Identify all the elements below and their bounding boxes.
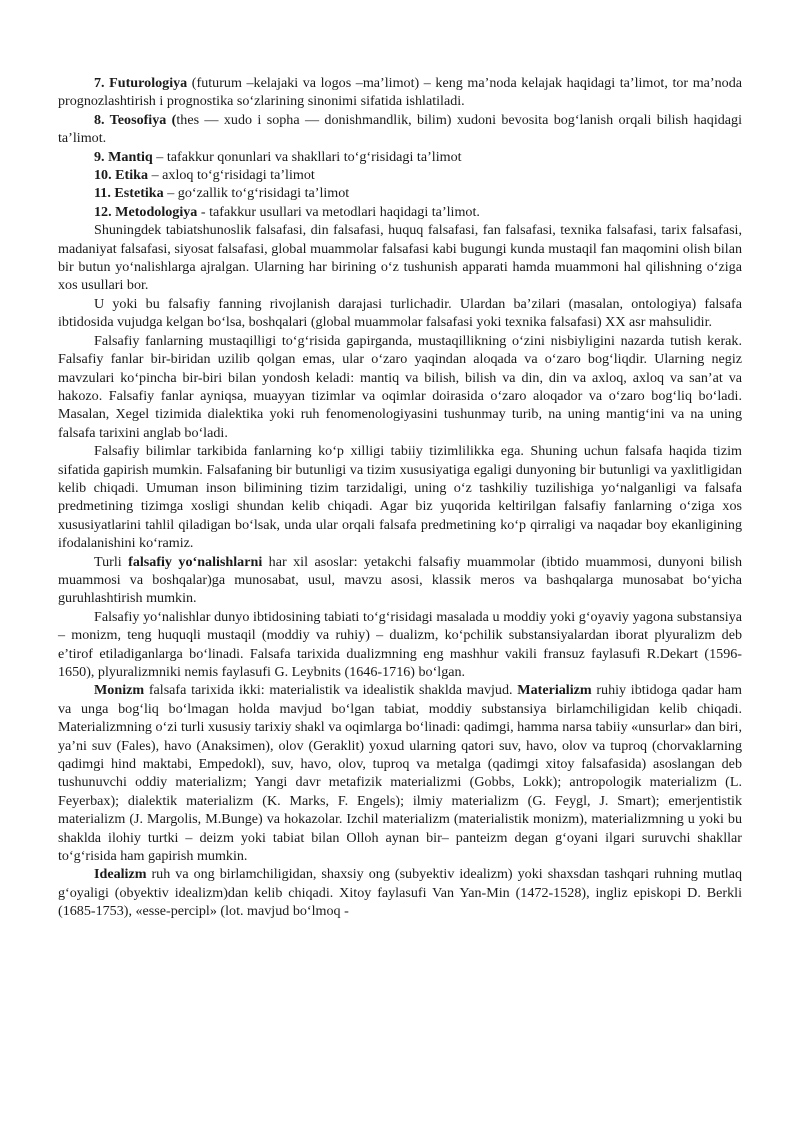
paragraph — [58, 166, 742, 184]
text-run: falsafa tarixida ikki: materialistik va idealistik shaklda mavjud. — [144, 682, 518, 699]
text-run: har xil asoslar: yetakchi falsafiy muammolar (ibtido muammosi, dunyoni bilish muammosi va boshqalar)ga munosabat, usul, mavzu asosi, klassik meros va bashqalarga munosabat bo‘yicha guruhlashtirish mumkin. — [58, 553, 742, 607]
text-run: thes — xudo i sopha — donishmandlik, bilim) xudoni bevosita bog‘lanish orqali bilish haqidagi ta’limot. — [58, 111, 742, 147]
text-run: Turli — [94, 553, 129, 570]
paragraph — [58, 74, 742, 111]
paragraph — [58, 184, 742, 202]
paragraph — [58, 148, 742, 166]
document-body — [58, 74, 742, 921]
bold-term: Materializm — [517, 682, 592, 699]
paragraph — [58, 608, 742, 682]
text-run: U yoki bu falsafiy fanning rivojlanish darajasi turlichadir. Ulardan ba’zilari (masalan, ontologiya) falsafa ibtidosida vujudga kelgan bo‘lsa, boshqalari (global muammolar falsafasi yoki texnika falsafasi) XX asr mahsulidir. — [58, 295, 742, 331]
paragraph — [58, 203, 742, 221]
paragraph — [58, 681, 742, 865]
text-run: ruh va ong birlamchiligidan, shaxsiy ong (subyektiv idealizm) yoki shaxsdan tashqari ruhning mutlaq g‘oyaligi (obyektiv idealizm)dan kelib chiqadi. Xitoy faylasufi Van Yan-Min (1472-1528), ingliz episkopi D. Berkli (1685-1753), «esse-percipl» (lot. mavjud bo‘lmoq - — [58, 866, 742, 920]
text-run: (futurum –kelajaki va logos –ma’limot) – keng ma’noda kelajak haqidagi ta’limot, tor ma’noda prognozlashtirish i prognostika so‘zlarining sinonimi sifatida ishlatiladi. — [58, 75, 743, 110]
bold-term: 12. Metodologiya — [94, 203, 198, 220]
bold-term: 9. Mantiq — [94, 148, 153, 165]
paragraph — [58, 295, 742, 332]
paragraph — [58, 865, 742, 920]
bold-term: falsafiy yo‘nalishlarni — [128, 553, 263, 570]
bold-term: 7. Futurologiya — [94, 75, 188, 91]
paragraph — [58, 553, 742, 608]
text-run: – axloq to‘g‘risidagi ta’limot — [148, 167, 315, 184]
paragraph — [58, 111, 742, 148]
bold-term: Idealizm — [94, 866, 147, 883]
text-run: – go‘zallik to‘g‘risidagi ta’limot — [163, 185, 350, 202]
text-run: Falsafiy bilimlar tarkibida fanlarning ko‘p xilligi tabiiy tizimlilikka ega. Shuning uchun falsafa haqida tizim sifatida gapirish mumkin. Falsafaning bir butunligi va tizim xususiyatiga egaligi dunyoning bir butunligi va yaxlitligidan kelib chiqadi. Umuman inson bilimining tizim tarzidaligi, uning o‘z tashkiliy tuzilishiga yo‘nalganligi va falsafa predmetining tizimga xosligi shundan kelib chiqadi. Agar biz yuqorida keltirilgan falsafiy fanlarning o‘ziga xos xususiyatlarini tahlil qiladigan bo‘lsak, unda ular orqali falsafa predmetining ko‘p qirraligi va naqadar boy ekanligining ifodalanishini ko‘ramiz. — [58, 443, 742, 552]
text-run: Shuningdek tabiatshunoslik falsafasi, din falsafasi, huquq falsafasi, fan falsafasi, texnika falsafasi, tarix falsafasi, madaniyat falsafasi, siyosat falsafasi, global muammolar falsafasi kabi bugungi kunda mustaqil fan maqomini olish bilan bir butun yo‘nalishlarga ajralgan. Ularning har birining o‘z tushunish apparati hamda muammoni hal qilishning o‘ziga xos usullari bor. — [58, 222, 742, 294]
text-run: - tafakkur usullari va metodlari haqidagi ta’limot. — [197, 203, 480, 220]
bold-term: 11. Estetika — [94, 185, 164, 202]
text-run: Falsafiy yo‘nalishlar dunyo ibtidosining tabiati to‘g‘risidagi masalada u moddiy yoki g‘oyaviy yagona substansiya – monizm, teng huquqli mustaqil (moddiy va ruhiy) – dualizm, ko‘pchilik substansiyalardan iborat plyuralizm deb e’tirof etiladiganlarga bo‘linadi. Falsafa tarixida dualizmning eng mashhur vakili fransuz faylasufi R.Dekart (1596-1650), plyuralizmniki nemis faylasufi G. Leybnits (1646-1716) bo‘lgan. — [58, 608, 742, 680]
bold-term: 8. Teosofiya ( — [94, 111, 177, 128]
paragraph — [58, 332, 742, 442]
text-run: ruhiy ibtidoga qadar ham va unga bog‘liq bo‘lmagan holda mavjud bo‘lgan tabiat, moddiy substansiya birlamchiligidan kelib chiqadi. Materializmning o‘zi turli xususiy tarixiy shakl va oqimlarga bo‘linadi: qadimgi, hamma narsa tabiiy «unsurlar» dan biri, ya’ni suv (Fales), havo (Anaksimen), olov (Geraklit) yoxud ularning qatori suv, havo, olov va tuproq (chorvaklarning qadimgi hind maktabi, Empedokl), suv, havo, olov, tuproq va metalga (qadimgi xitoy falsafasida) asoslangan deb tushunuvchi oddiy materializm; Yangi davr metafizik materializmi (Gobbs, Lokk); antropologik materializm (L. Feyerbax); dialektik materializm (K. Marks, F. Engels); ilmiy materializm (G. Feygl, J. Smart); emerjentistik materializm (J. Margolis, M.Bunge) va hokazolar. Izchil materializm (materialistik monizm), materializmning u yoki bu shaklda ilohiy turtki – deizm yoki tabiat bilan Olloh aynan bir– panteizm degan g‘oyani ilgari suruvchi shakllar to‘g‘risida ham gapirish mumkin. — [58, 682, 742, 865]
paragraph — [58, 442, 742, 552]
text-run: Falsafiy fanlarning mustaqilligi to‘g‘risida gapirganda, mustaqillikning o‘zini nisbiyligini nazarda tutish kerak. Falsafiy fanlar bir-biridan uzilib qolgan emas, ular o‘zaro yaqindan aloqada va o‘zaro bog‘liqdir. Ularning negiz mavzulari ko‘pincha bir-biri bilan yondosh keladi: mantiq va bilish, bilish va din, din va axloq, axloq va san’at va hakozo. Falsafiy fanlar ayniqsa, muayyan tizimlar va oqimlar doirasida o‘zaro aloqador va o‘zaro bog‘liq bo‘ladi. Masalan, Xegel tizimida dialektika yoki ruh fenomenologiyasini tushunmay turib, na uning mantig‘ini va na uning falsafa tarixini anglab bo‘ladi. — [58, 332, 742, 441]
bold-term: Monizm — [94, 682, 145, 699]
paragraph — [58, 221, 742, 295]
text-run: – tafakkur qonunlari va shakllari to‘g‘risidagi ta’limot — [152, 148, 462, 165]
bold-term: 10. Etika — [94, 167, 149, 184]
